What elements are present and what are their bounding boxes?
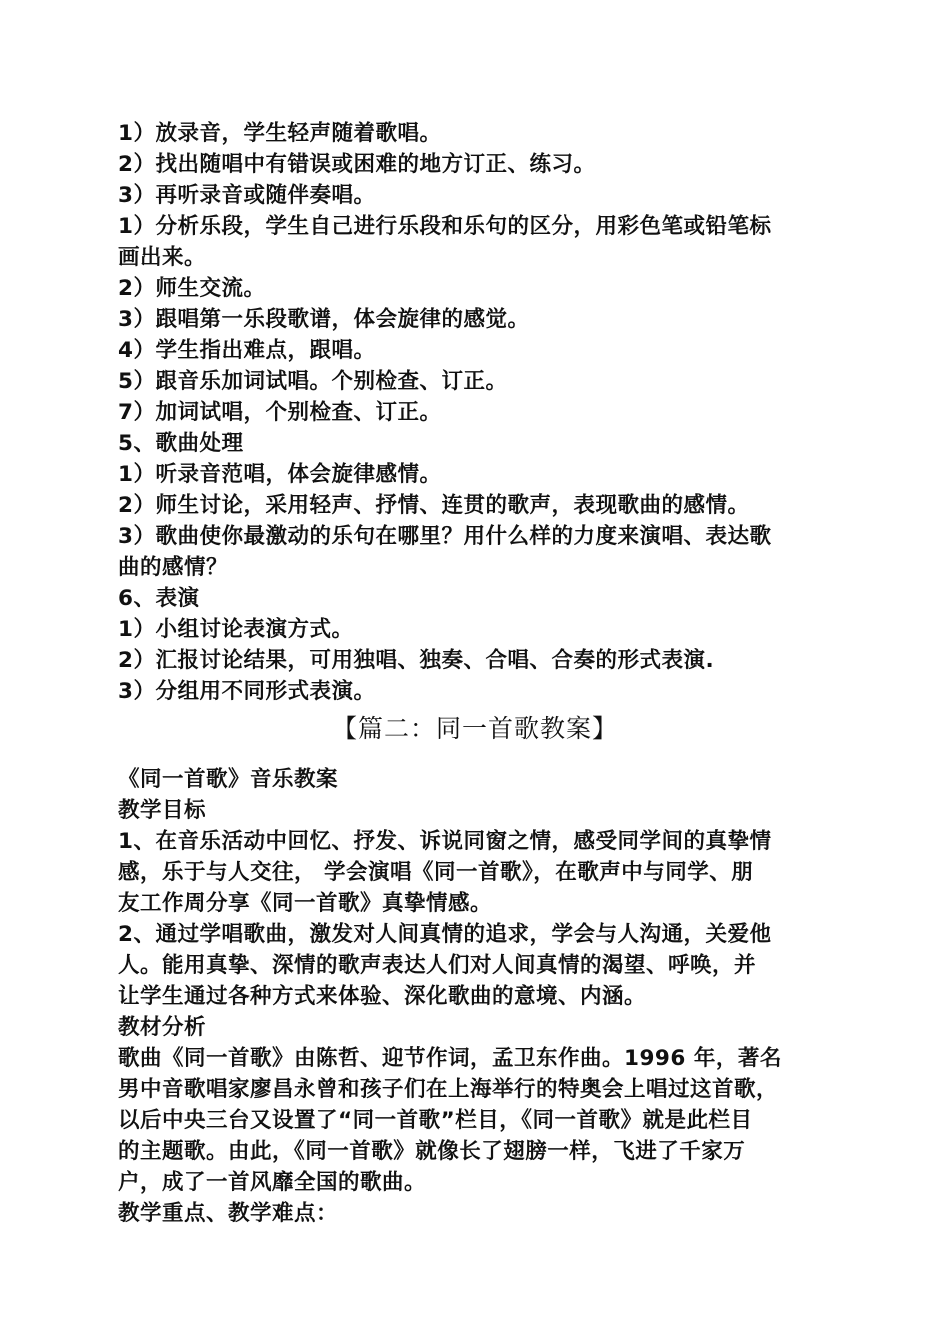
text-line: 4）学生指出难点，跟唱。 <box>118 338 376 363</box>
text-line: 3）跟唱第一乐段歌谱，体会旋律的感觉。 <box>118 307 530 332</box>
text-line: 歌曲《同一首歌》由陈哲、迎节作词，孟卫东作曲。1996 年，著名 <box>118 1046 782 1071</box>
text-line: 2）师生交流。 <box>118 276 266 301</box>
text-line: 户，成了一首风靡全国的歌曲。 <box>118 1170 427 1195</box>
chapter-heading: 【篇二：同一首歌教案】 <box>331 714 618 743</box>
section-title: 5、歌曲处理 <box>118 431 244 456</box>
text-line: 人。能用真挚、深情的歌声表达人们对人间真情的渴望、呼唤，并 <box>118 953 757 978</box>
section-title: 教学目标 <box>118 798 207 823</box>
text-line: 2、通过学唱歌曲，激发对人间真情的追求，学会与人沟通，关爱他 <box>118 922 772 947</box>
text-line: 以后中央三台又设置了“同一首歌”栏目，《同一首歌》就是此栏目 <box>118 1108 753 1133</box>
text-line: 1、在音乐活动中回忆、抒发、诉说同窗之情，感受同学间的真挚情 <box>118 829 772 854</box>
text-line: 的主题歌。由此，《同一首歌》就像长了翅膀一样，飞进了千家万 <box>118 1139 746 1164</box>
section-title: 教材分析 <box>118 1015 207 1040</box>
text-line: 感，乐于与人交往， 学会演唱《同一首歌》，在歌声中与同学、朋 <box>118 860 754 885</box>
section-title: 教学重点、教学难点： <box>118 1201 339 1226</box>
text-line: 让学生通过各种方式来体验、深化歌曲的意境、内涵。 <box>118 984 647 1009</box>
section-title: 6、表演 <box>118 586 200 611</box>
text-line: 2）汇报讨论结果，可用独唱、独奏、合唱、合奏的形式表演. <box>118 648 715 673</box>
text-line: 3）再听录音或随伴奏唱。 <box>118 183 376 208</box>
text-line: 7）加词试唱，个别检查、订正。 <box>118 400 442 425</box>
document-title: 《同一首歌》音乐教案 <box>118 767 339 792</box>
text-line: 1）放录音，学生轻声随着歌唱。 <box>118 121 442 146</box>
text-line: 1）分析乐段，学生自己进行乐段和乐句的区分，用彩色笔或铅笔标 <box>118 214 772 239</box>
text-line: 曲的感情？ <box>118 555 229 580</box>
text-line: 画出来。 <box>118 245 207 270</box>
text-line: 2）找出随唱中有错误或困难的地方订正、练习。 <box>118 152 596 177</box>
text-line: 3）歌曲使你最激动的乐句在哪里？用什么样的力度来演唱、表达歌 <box>118 524 772 549</box>
text-line: 友工作周分享《同一首歌》真挚情感。 <box>118 891 493 916</box>
text-line: 1）小组讨论表演方式。 <box>118 617 354 642</box>
text-line: 1）听录音范唱，体会旋律感情。 <box>118 462 442 487</box>
text-line: 5）跟音乐加词试唱。个别检查、订正。 <box>118 369 508 394</box>
text-line: 3）分组用不同形式表演。 <box>118 679 376 704</box>
text-line: 2）师生讨论，采用轻声、抒情、连贯的歌声，表现歌曲的感情。 <box>118 493 750 518</box>
text-line: 男中音歌唱家廖昌永曾和孩子们在上海举行的特奥会上唱过这首歌， <box>118 1077 779 1102</box>
